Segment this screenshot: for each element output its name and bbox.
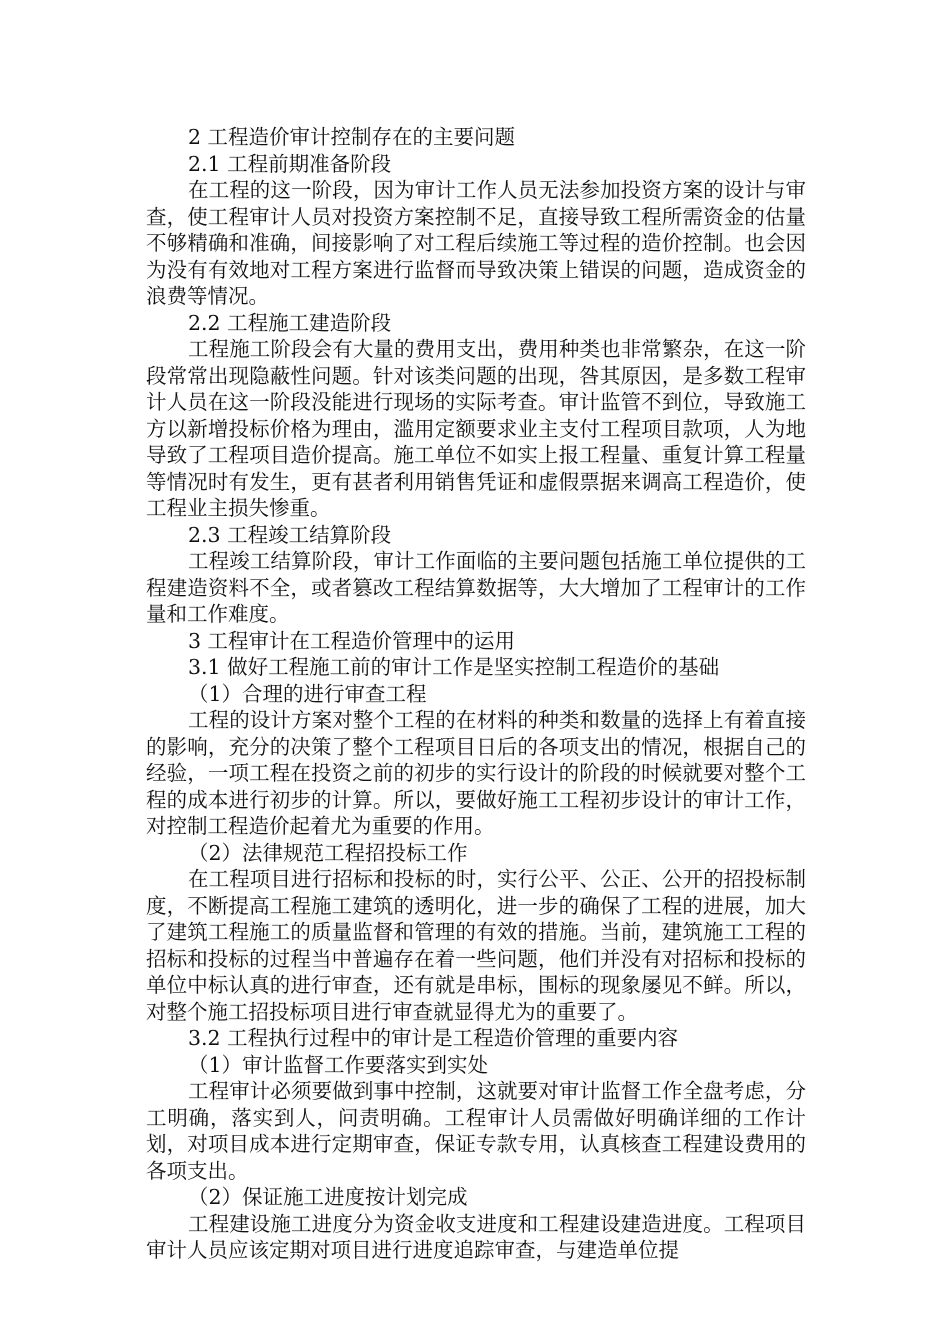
list-heading: （1）审计监督工作要落实到实处	[188, 1052, 489, 1077]
subsection-heading: 3.2 工程执行过程中的审计是工程造价管理的重要内容	[188, 1026, 679, 1050]
section-heading: 3 工程审计在工程造价管理中的运用	[188, 628, 516, 653]
subsection-heading: 2.2 工程施工建造阶段	[188, 310, 392, 335]
subsection-heading: 2.3 工程竣工结算阶段	[188, 522, 392, 547]
section-heading: 2 工程造价审计控制存在的主要问题	[188, 125, 516, 149]
list-heading: （2）保证施工进度按计划完成	[188, 1185, 468, 1209]
subsection-heading: 2.1 工程前期准备阶段	[188, 151, 392, 176]
list-heading: （1）合理的进行审查工程	[188, 681, 427, 706]
body-paragraph: 工程竣工结算阶段，审计工作面临的主要问题包括施工单位提供的工程建造资料不全，或者篡改工程结算数据等，大大增加了工程审计的工作量和工作难度。	[146, 549, 806, 626]
body-paragraph: 工程施工阶段会有大量的费用支出，费用种类也非常繁杂，在这一阶段常常出现隐蔽性问题。针对该类问题的出现，咎其原因，是多数工程审计人员在这一阶段没能进行现场的实际考查。审计监管不到位，导致施工方以新增投标价格为理由，滥用定额要求业主支付工程项目款项，人为地导致了工程项目造价提高。施工单位不如实上报工程量、重复计算工程量等情况时有发生，更有甚者利用销售凭证和虚假票据来调高工程造价，使工程业主损失惨重。	[146, 337, 806, 520]
body-paragraph: 在工程项目进行招标和投标的时，实行公平、公正、公开的招投标制度，不断提高工程施工建筑的透明化，进一步的确保了工程的进展，加大了建筑工程施工的质量监督和管理的有效的措施。当前，建筑施工工程的招标和投标的过程当中普遍存在着一些问题，他们并没有对招标和投标的单位中标认真的进行审查，还有就是串标，围标的现象屡见不鲜。所以，对整个施工招投标项目进行审查就显得尤为的重要了。	[146, 867, 806, 1024]
document-page	[146, 124, 806, 1264]
body-paragraph: 工程建设施工进度分为资金收支进度和工程建设建造进度。工程项目审计人员应该定期对项目进行进度追踪审查，与建造单位提	[146, 1211, 806, 1262]
body-paragraph: 工程审计必须要做到事中控制，这就要对审计监督工作全盘考虑，分工明确，落实到人，问责明确。工程审计人员需做好明确详细的工作计划，对项目成本进行定期审查，保证专款专用，认真核查工程建设费用的各项支出。	[146, 1079, 806, 1183]
subsection-heading: 3.1 做好工程施工前的审计工作是坚实控制工程造价的基础	[188, 655, 720, 679]
body-paragraph: 工程的设计方案对整个工程的在材料的种类和数量的选择上有着直接的影响，充分的决策了整个工程项目日后的各项支出的情况，根据自己的经验，一项工程在投资之前的初步的实行设计的阶段的时候就要对整个工程的成本进行初步的计算。所以，要做好施工工程初步设计的审计工作，对控制工程造价起着尤为重要的作用。	[146, 708, 806, 838]
body-paragraph: 在工程的这一阶段，因为审计工作人员无法参加投资方案的设计与审查，使工程审计人员对投资方案控制不足，直接导致工程所需资金的估量不够精确和准确，间接影响了对工程后续施工等过程的造价控制。也会因为没有有效地对工程方案进行监督而导致决策上错误的问题，造成资金的浪费等情况。	[146, 178, 806, 308]
list-heading: （2）法律规范工程招投标工作	[188, 840, 468, 865]
